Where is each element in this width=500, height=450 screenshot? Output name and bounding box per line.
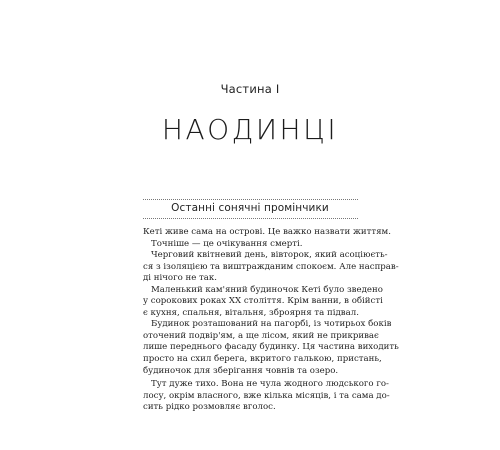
text-line: будиночок для зберігання човнів та озеро. <box>143 365 339 376</box>
text-line: Точніше — це очікування смерті. <box>151 238 303 249</box>
paragraph <box>143 250 399 285</box>
text-line: лосу, окрім власного, вже кілька місяців, і та сама до- <box>143 390 390 401</box>
text-line: ді нічого не так. <box>143 273 218 284</box>
paragraph <box>143 227 391 250</box>
section-rule-bottom <box>143 218 358 219</box>
text-line: сить рідко розмовляє вголос. <box>143 402 276 413</box>
text-line: Черговий квітневий день, вівторок, який асоціюєть- <box>151 250 388 261</box>
paragraph <box>143 284 383 320</box>
section-rule-top <box>143 199 358 200</box>
section-title: Останні сонячні промінчики <box>171 202 329 214</box>
text-line: ся з ізоляцією та виштражданим спокоєм. Але насправ- <box>143 261 399 272</box>
paragraph <box>143 379 390 414</box>
text-line: лише переднього фасаду будинку. Ця частина виходить <box>143 342 399 353</box>
part-label: Частина І <box>220 82 280 96</box>
text-line: Будинок розташований на пагорбі, із чотирьох боків <box>151 319 392 330</box>
text-line: Кеті живе сама на острові. Це важко назвати життям. <box>143 227 391 237</box>
text-line: Тут дуже тихо. Вона не чула жодного людського го- <box>151 379 389 390</box>
body-text <box>143 227 399 414</box>
text-line: у сорокових роках ХХ століття. Крім ванни, в обійсті <box>143 296 383 307</box>
text-line: є кухня, спальня, вітальня, зброярня та підвал. <box>143 307 359 318</box>
text-line: просто на схил берега, вкритого галькою, пристань, <box>143 354 382 365</box>
text-line: оточений подвір'ям, а ще лісом, який не прикриває <box>143 330 379 341</box>
text-line: Маленький кам'яний будиночок Кеті було зведено <box>151 284 383 295</box>
paragraph <box>143 319 399 377</box>
part-title: НАОДИНЦІ <box>161 113 339 146</box>
